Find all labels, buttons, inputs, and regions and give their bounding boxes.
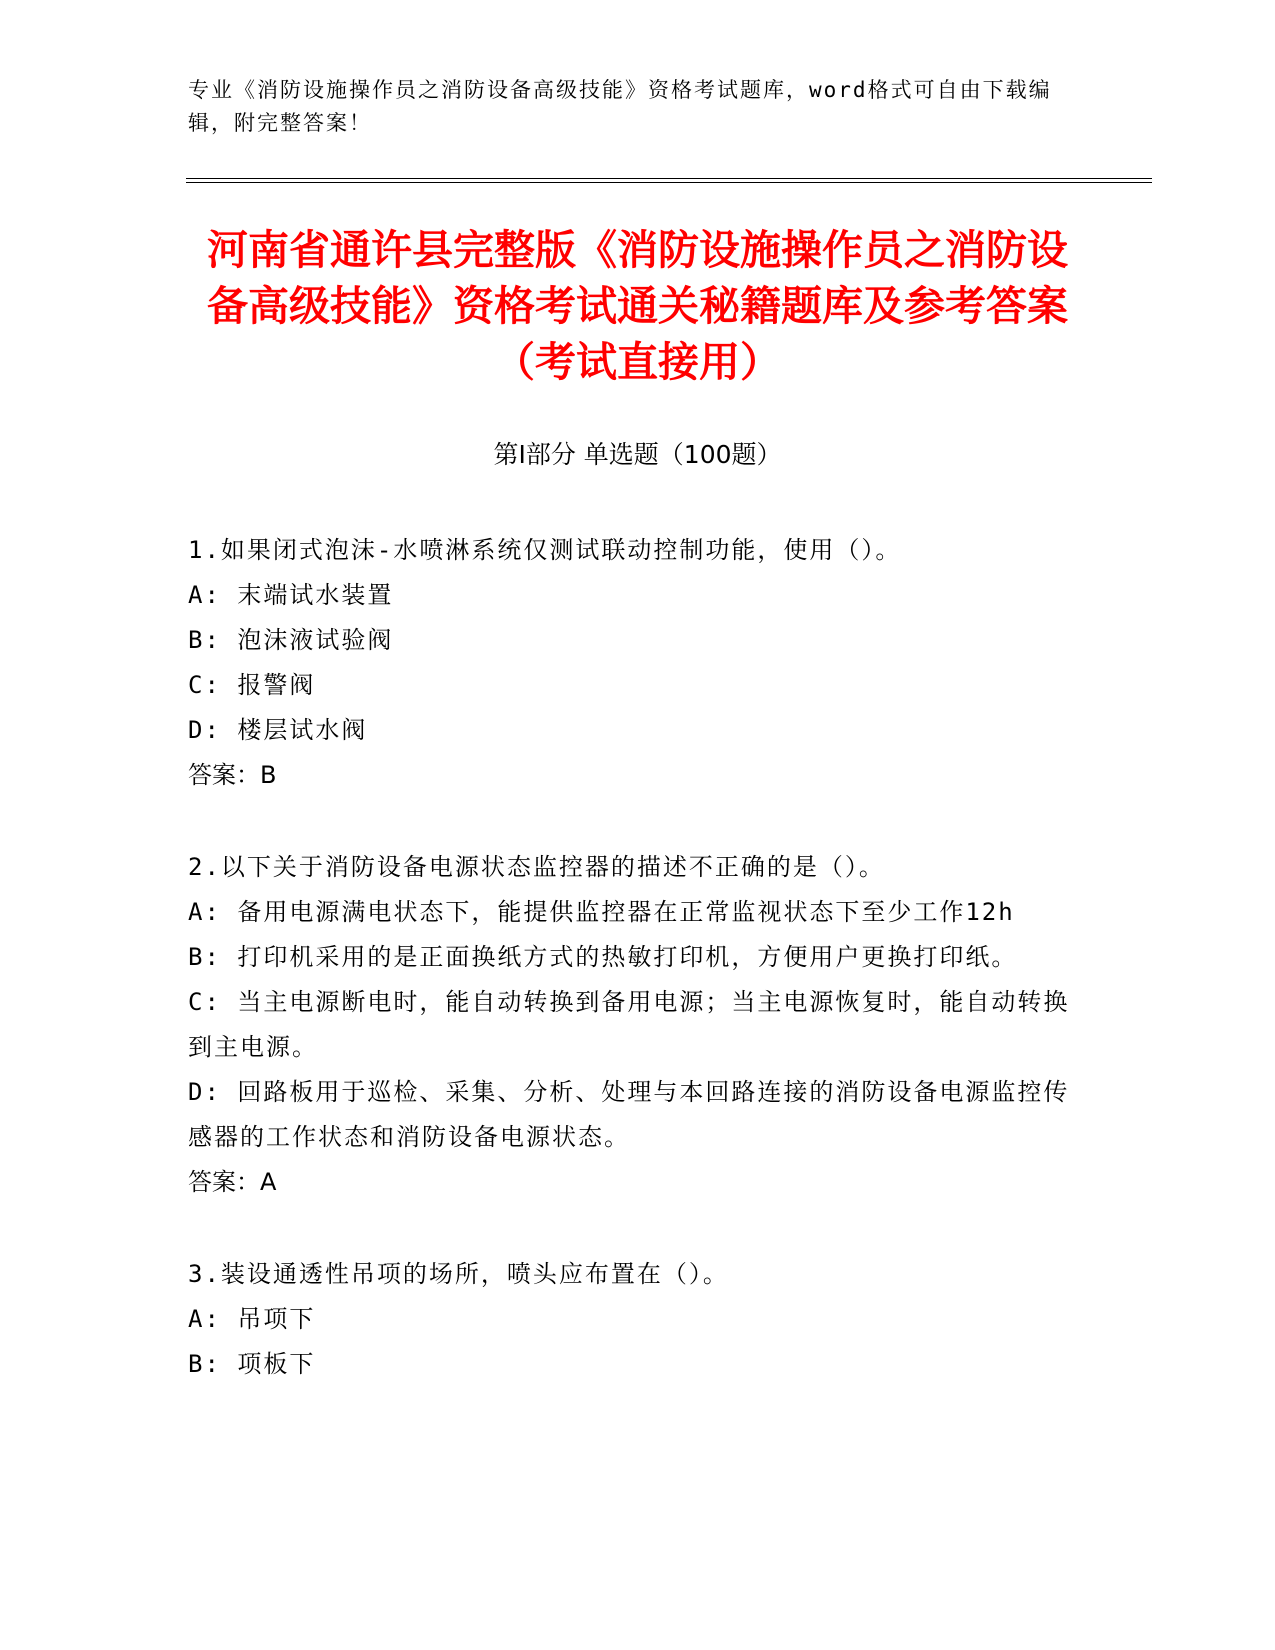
question-1 <box>188 528 1073 798</box>
header-rule-top <box>186 178 1152 179</box>
question-stem: 1.如果闭式泡沫-水喷淋系统仅测试联动控制功能，使用（）。 <box>188 536 902 564</box>
section-title: 第Ⅰ部分 单选题（100题） <box>493 440 782 469</box>
question-stem: 2.以下关于消防设备电源状态监控器的描述不正确的是（）。 <box>188 853 885 881</box>
question-option: C: 报警阀 <box>188 671 316 699</box>
question-option: A: 备用电源满电状态下，能提供监控器在正常监视状态下至少工作12h <box>188 898 1015 926</box>
header-rule-bottom <box>186 182 1152 183</box>
question-answer: 答案：A <box>188 1168 277 1196</box>
question-2 <box>188 845 1073 1205</box>
question-option: A: 吊项下 <box>188 1305 316 1333</box>
question-stem: 3.装设通透性吊项的场所，喷头应布置在（）。 <box>188 1260 729 1288</box>
question-3 <box>188 1252 1073 1387</box>
question-option: B: 打印机采用的是正面换纸方式的热敏打印机，方便用户更换打印纸。 <box>188 943 1018 971</box>
question-option: B: 泡沫液试验阀 <box>188 626 394 654</box>
header-note: 专业《消防设施操作员之消防设备高级技能》资格考试题库，word格式可自由下载编辑，附完整答案！ <box>188 78 1052 135</box>
question-option: B: 项板下 <box>188 1350 316 1378</box>
question-option: D: 回路板用于巡检、采集、分析、处理与本回路连接的消防设备电源监控传感器的工作状态和消防设备电源状态。 <box>188 1078 1070 1151</box>
question-list <box>188 528 1073 1434</box>
question-option: A: 末端试水装置 <box>188 581 394 609</box>
document-title: 河南省通许县完整版《消防设施操作员之消防设备高级技能》资格考试通关秘籍题库及参考答案（考试直接用） <box>207 226 1068 386</box>
question-answer: 答案：B <box>188 761 277 789</box>
question-option: C: 当主电源断电时，能自动转换到备用电源；当主电源恢复时，能自动转换到主电源。 <box>188 988 1070 1061</box>
question-option: D: 楼层试水阀 <box>188 716 368 744</box>
